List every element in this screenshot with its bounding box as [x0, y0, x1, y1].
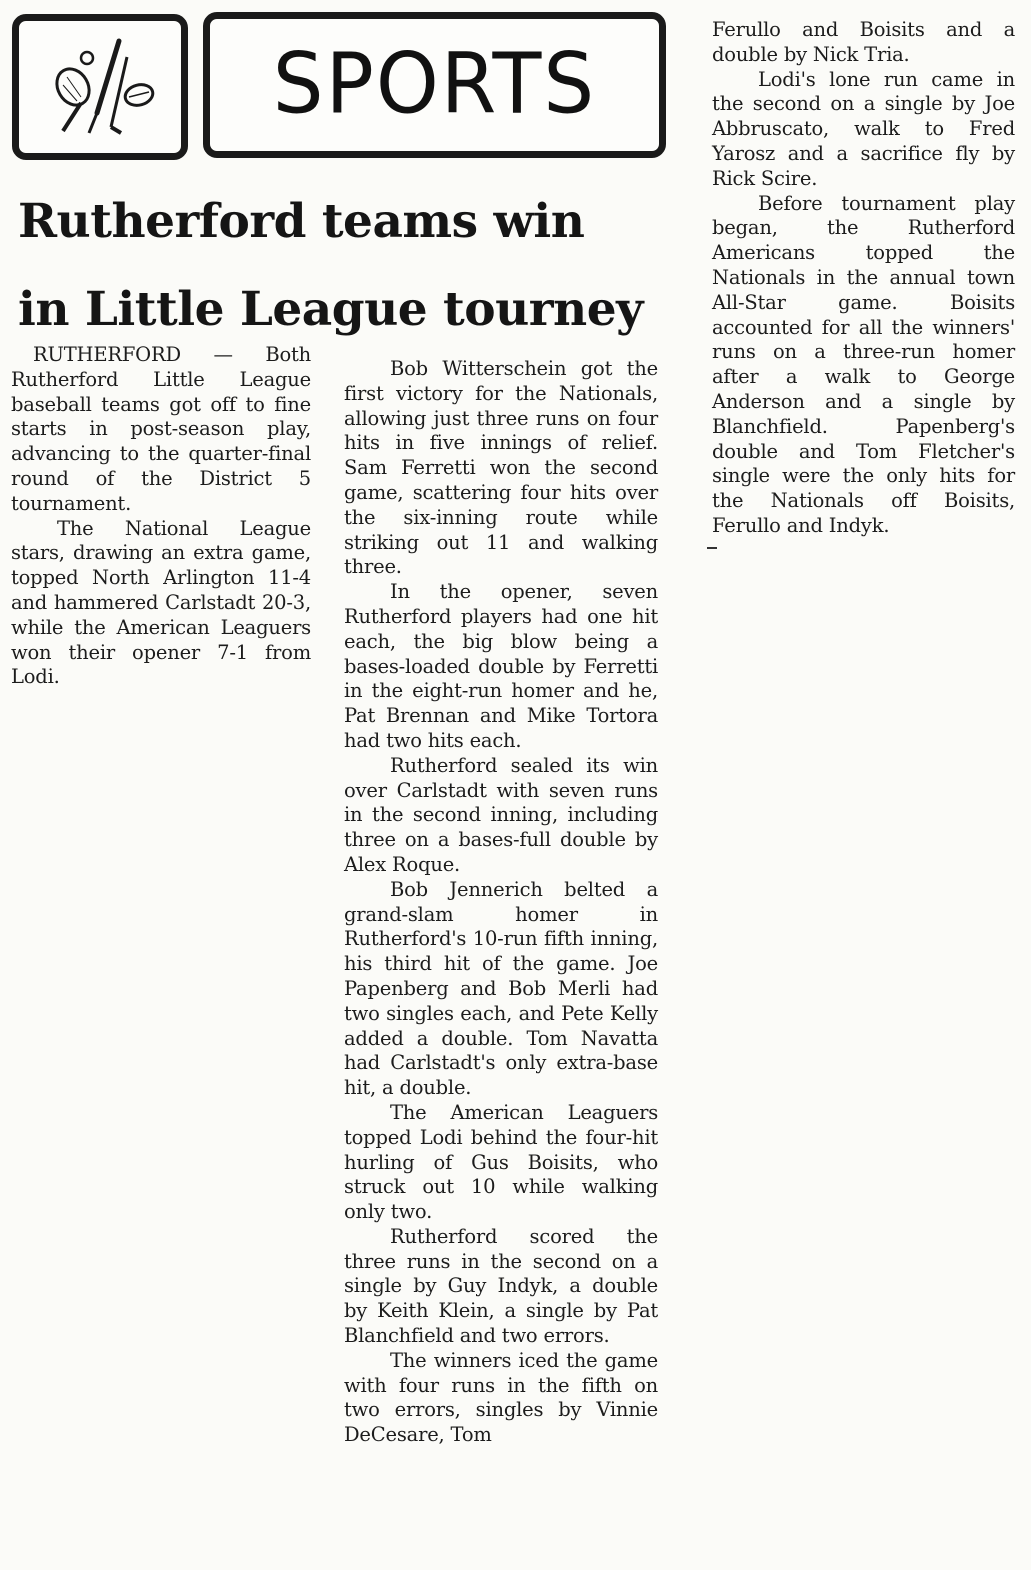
article-paragraph: The winners iced the game with four runs in the fifth on two errors, singles by Vinnie DeCesare, Tom — [344, 1348, 658, 1447]
article-paragraph: Rutherford scored the three runs in the second on a single by Guy Indyk, a double by Keith Klein, a single by Pat Blanchfield and two errors. — [344, 1224, 658, 1348]
article-paragraph: Bob Witterschein got the first victory for the Nationals, allowing just three runs on four hits in five innings of relief. Sam Ferretti won the second game, scattering four hits over the six-inning route while striking out 11 and walking three. — [344, 357, 658, 579]
headline-line-1: Rutherford teams win — [18, 194, 585, 249]
article-paragraph: Rutherford sealed its win over Carlstadt with seven runs in the second inning, including three on a bases-full double by Alex Roque. — [344, 753, 658, 876]
article-paragraph: Ferullo and Boisits and a double by Nick Tria. — [712, 18, 1015, 66]
headline-line-2: in Little League tourney — [18, 282, 643, 337]
article-paragraph: RUTHERFORD — Both Rutherford Little League baseball teams got off to fine starts in post-season play, advancing to the quarter-final round of the District 5 tournament. — [11, 343, 311, 515]
dateline: RUTHERFORD — — [33, 343, 233, 366]
section-logo-box — [12, 14, 188, 160]
sports-equipment-icon — [19, 21, 181, 153]
article-paragraph: The National League stars, drawing an extra game, topped North Arlington 11-4 and hammered Carlstadt 20-3, while the American Leaguers won their opener 7-1 from Lodi. — [11, 516, 311, 689]
article-headline — [18, 178, 658, 354]
article-column-1 — [11, 343, 311, 690]
end-mark — [707, 547, 717, 549]
article-paragraph: Bob Jennerich belted a grand-slam homer in Rutherford's 10-run fifth inning, his third hit of the game. Joe Papenberg and Bob Merli had two singles each, and Pete Kelly added a double. Tom Navatta had Carlstadt's only extra-base hit, a double. — [344, 877, 658, 1100]
article-column-2 — [344, 357, 658, 1448]
section-title: SPORTS — [272, 34, 597, 133]
article-column-3 — [712, 18, 1015, 539]
section-banner — [203, 12, 666, 158]
article-paragraph: The American Leaguers topped Lodi behind the four-hit hurling of Gus Boisits, who struck out 10 while walking only two. — [344, 1100, 658, 1224]
article-paragraph: Lodi's lone run came in the second on a single by Joe Abbruscato, walk to Fred Yarosz and a sacrifice fly by Rick Scire. — [712, 67, 1015, 190]
article-paragraph: In the opener, seven Rutherford players had one hit each, the big blow being a bases-loaded double by Ferretti in the eight-run homer and he, Pat Brennan and Mike Tortora had two hits each. — [344, 580, 658, 752]
article-paragraph: Before tournament play began, the Rutherford Americans topped the Nationals in the annual town All-Star game. Boisits accounted for all the winners' runs on a three-run homer after a walk to George Anderson and a single by Blanchfield. Papenberg's double and Tom Fletcher's single were the only hits for the Nationals off Boisits, Ferullo and Indyk. — [712, 191, 1015, 537]
